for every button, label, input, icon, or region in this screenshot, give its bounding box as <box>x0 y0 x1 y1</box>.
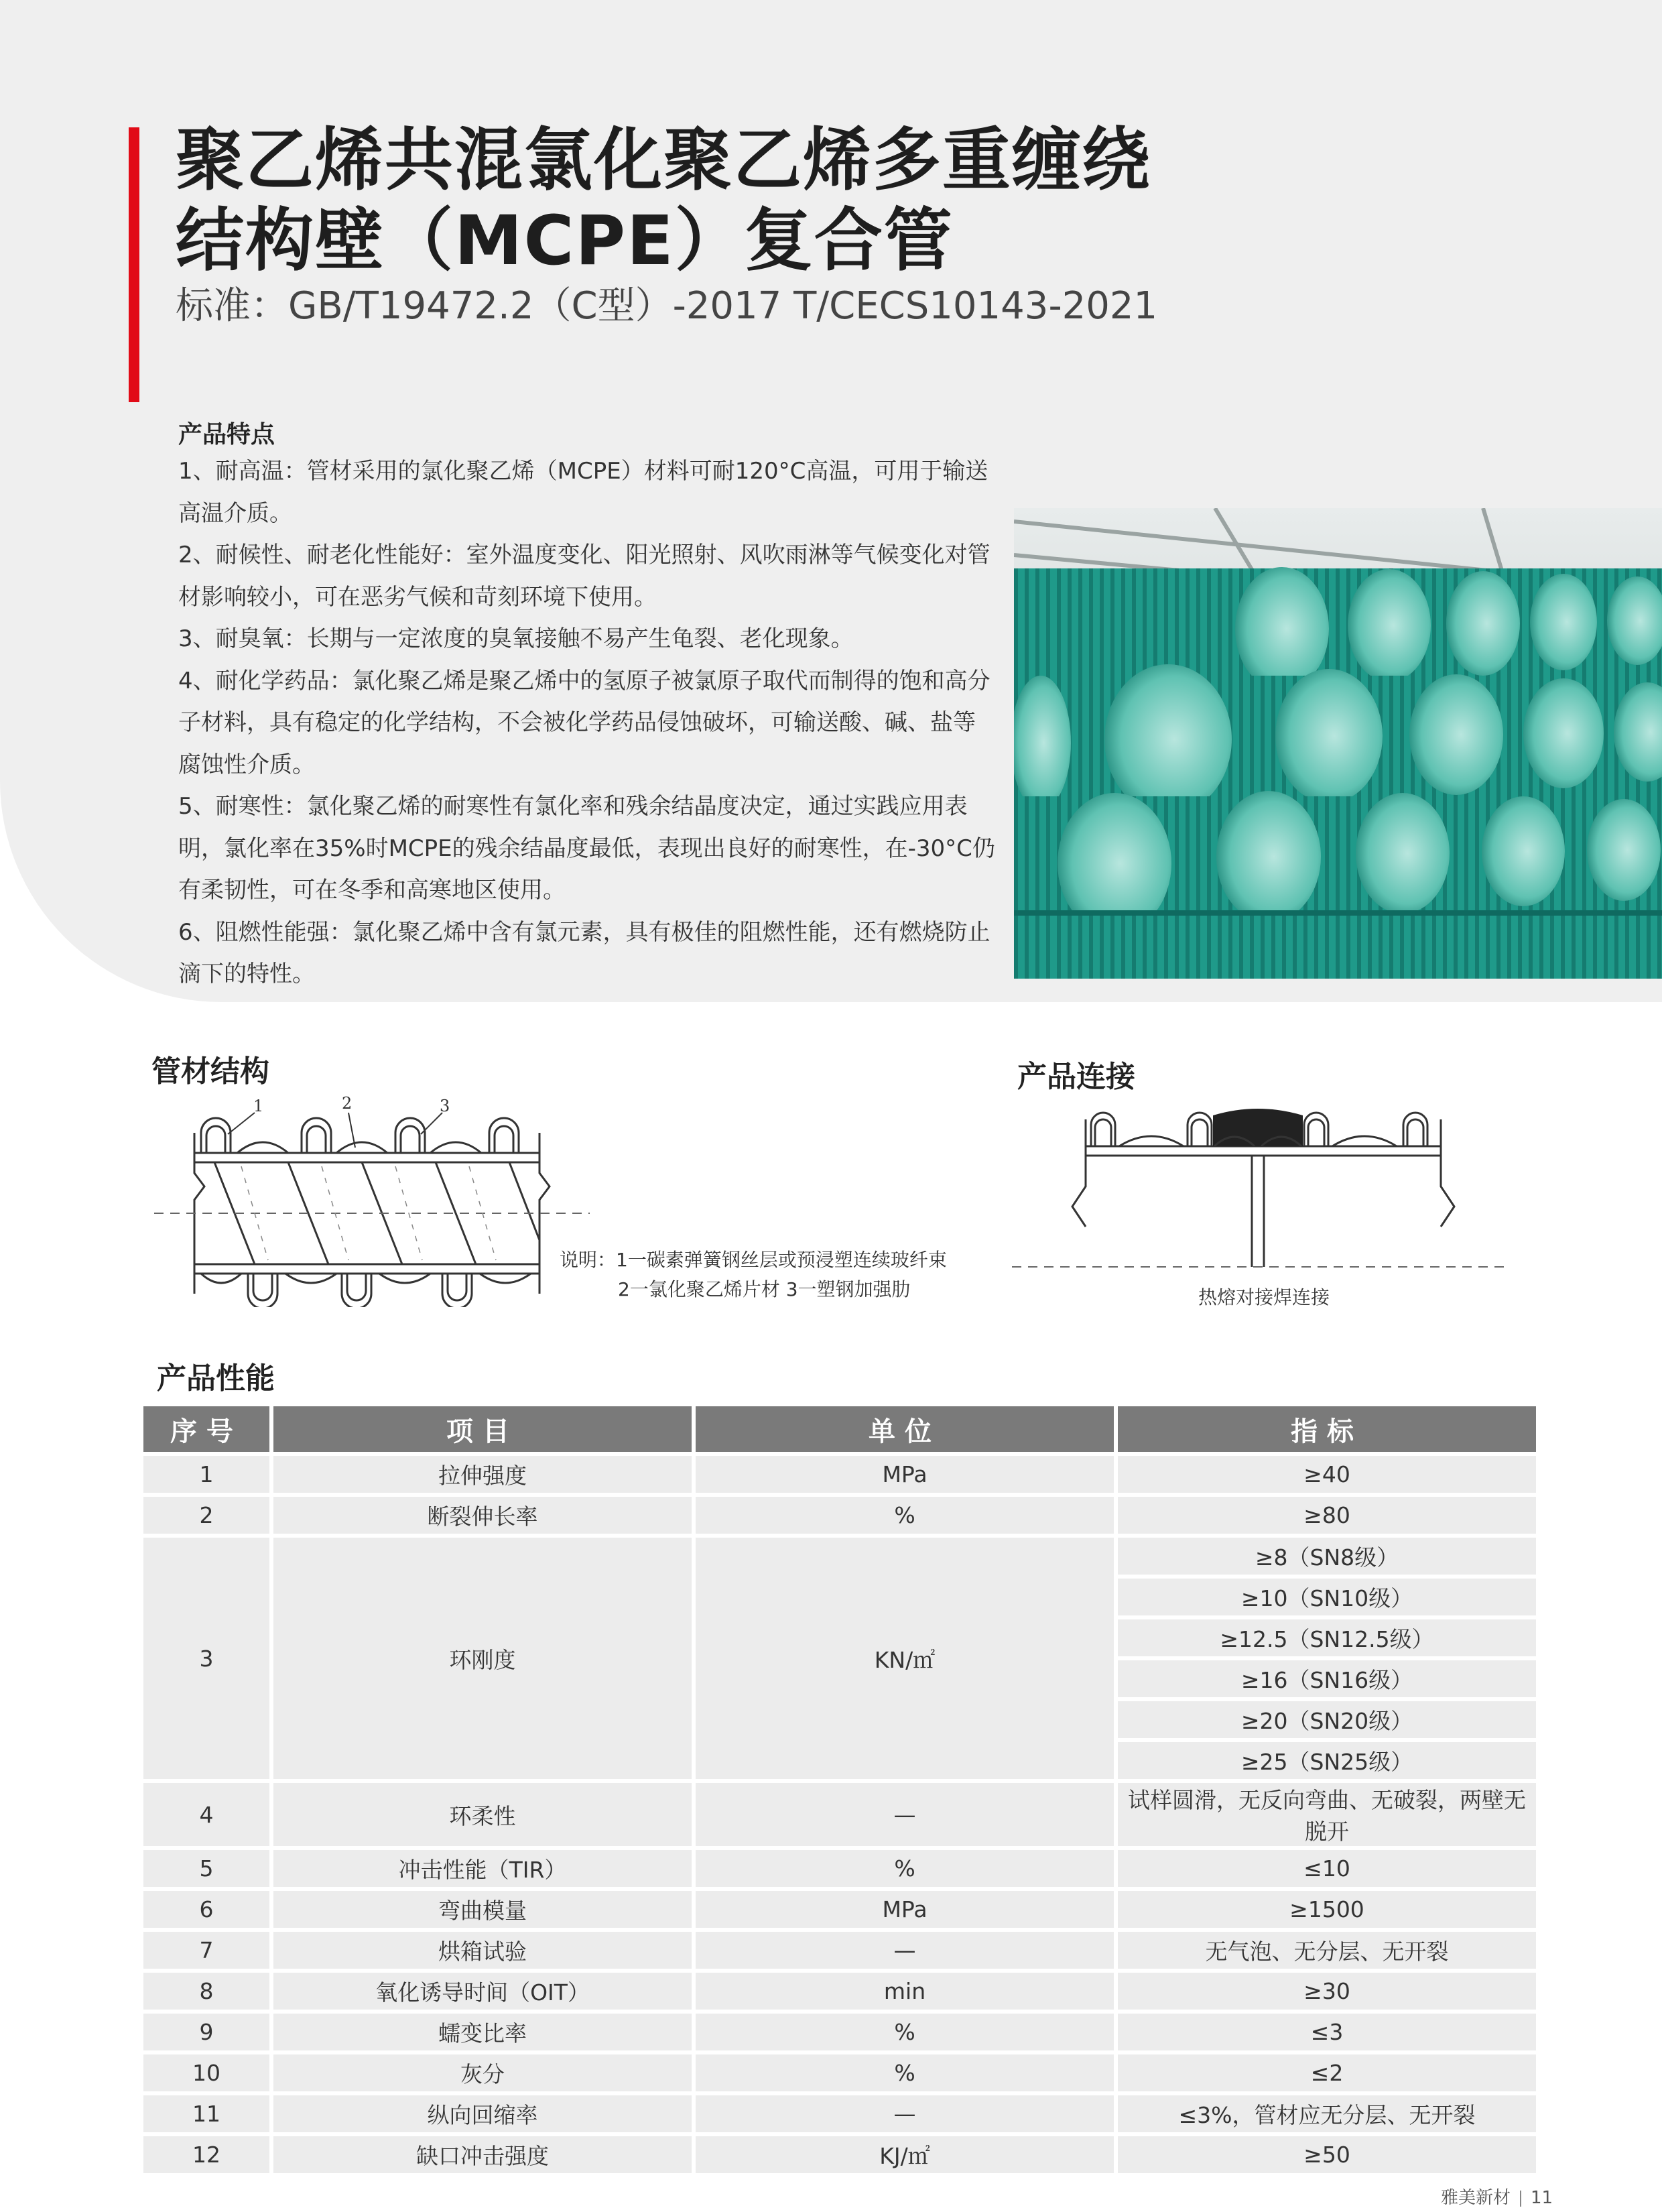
header-item: 项目 <box>273 1406 692 1452</box>
cell-item: 断裂伸长率 <box>273 1497 692 1534</box>
structure-heading: 管材结构 <box>151 1054 269 1089</box>
footer-brand: 雅美新材 <box>1441 2188 1511 2208</box>
structure-label-1: 1 <box>253 1097 264 1115</box>
cell-spec: ≥80 <box>1118 1497 1536 1534</box>
table-row <box>143 2136 1536 2173</box>
cell-item: 氧化诱导时间（OIT） <box>273 1973 692 2010</box>
feature-item: 1、耐高温：管材采用的氯化聚乙烯（MCPE）材料可耐120°C高温，可用于输送高温介质。 <box>178 458 988 527</box>
cell-item: 蠕变比率 <box>273 2014 692 2050</box>
cell-no: 8 <box>143 1973 269 2010</box>
header-no: 序号 <box>143 1406 269 1452</box>
cell-spec: 无气泡、无分层、无开裂 <box>1118 1932 1536 1969</box>
cell-unit: MPa <box>696 1891 1114 1928</box>
standard-text: 标准：GB/T19472.2（C型）-2017 T/CECS10143-2021 <box>176 284 1158 328</box>
cell-spec: ≥8（SN8级） <box>1118 1538 1536 1575</box>
cell-unit: % <box>696 1497 1114 1534</box>
feature-item: 4、耐化学药品：氯化聚乙烯是聚乙烯中的氢原子被氯原子取代而制得的饱和高分子材料，具有稳定的化学结构，不会被化学药品侵蚀破坏，可输送酸、碱、盐等腐蚀性介质。 <box>178 667 990 778</box>
cell-unit: % <box>696 1850 1114 1887</box>
features-heading: 产品特点 <box>178 421 275 448</box>
structure-note-line-1: 说明：1一碳素弹簧钢丝层或预浸塑连续玻纤束 <box>560 1249 947 1271</box>
table-row <box>143 2014 1536 2050</box>
cell-item: 环柔性 <box>273 1783 692 1846</box>
feature-item: 3、耐臭氧：长期与一定浓度的臭氧接触不易产生龟裂、老化现象。 <box>178 625 854 652</box>
cell-unit: — <box>696 1783 1114 1846</box>
table-row <box>143 1538 1536 1575</box>
cell-unit: KN/㎡ <box>696 1538 1114 1779</box>
connection-caption: 热熔对接焊连接 <box>1198 1286 1330 1308</box>
cell-item: 环刚度 <box>273 1538 692 1779</box>
cell-spec: ≥30 <box>1118 1973 1536 2010</box>
cell-item: 灰分 <box>273 2054 692 2091</box>
feature-item: 6、阻燃性能强：氯化聚乙烯中含有氯元素，具有极佳的阻燃性能，还有燃烧防止滴下的特性。 <box>178 918 990 987</box>
cell-unit: — <box>696 1932 1114 1969</box>
cell-no: 1 <box>143 1456 269 1493</box>
header-spec: 指标 <box>1118 1406 1536 1452</box>
cell-spec: ≥16（SN16级） <box>1118 1660 1536 1697</box>
cell-spec: ≥20（SN20级） <box>1118 1701 1536 1738</box>
cell-no: 11 <box>143 2095 269 2132</box>
page-title <box>176 121 1151 282</box>
table-row <box>143 1497 1536 1534</box>
features-list <box>178 450 996 995</box>
table-row <box>143 1891 1536 1928</box>
cell-spec: 试样圆滑，无反向弯曲、无破裂，两壁无脱开 <box>1118 1783 1536 1846</box>
cell-item: 纵向回缩率 <box>273 2095 692 2132</box>
cell-spec: ≥12.5（SN12.5级） <box>1118 1619 1536 1656</box>
cell-item: 弯曲模量 <box>273 1891 692 1928</box>
cell-spec: ≥25（SN25级） <box>1118 1742 1536 1779</box>
weld-band <box>1213 1109 1303 1146</box>
table-row <box>143 2095 1536 2132</box>
cell-no: 9 <box>143 2014 269 2050</box>
table-row <box>143 1783 1536 1846</box>
title-line-1: 聚乙烯共混氯化聚乙烯多重缠绕 <box>176 121 1151 200</box>
cell-item: 拉伸强度 <box>273 1456 692 1493</box>
cell-spec: ≤3 <box>1118 2014 1536 2050</box>
footer-divider <box>1520 2191 1521 2207</box>
performance-heading: 产品性能 <box>157 1361 275 1396</box>
cell-no: 4 <box>143 1783 269 1846</box>
cell-spec: ≥50 <box>1118 2136 1536 2173</box>
feature-item: 5、耐寒性：氯化聚乙烯的耐寒性有氯化率和残余结晶度决定，通过实践应用表明，氯化率在35%时MCPE的残余结晶度最低，表现出良好的耐寒性，在-30°C仍有柔韧性，可在冬季和高寒地区使用。 <box>178 793 995 904</box>
cell-unit: KJ/㎡ <box>696 2136 1114 2173</box>
cell-unit: — <box>696 2095 1114 2132</box>
cell-no: 5 <box>143 1850 269 1887</box>
table-header-row <box>143 1406 1536 1452</box>
table-row <box>143 1456 1536 1493</box>
cell-spec: ≥40 <box>1118 1456 1536 1493</box>
structure-note-line-2: 2一氯化聚乙烯片材 3一塑钢加强肋 <box>618 1278 911 1300</box>
cell-spec: ≥1500 <box>1118 1891 1536 1928</box>
cell-unit: min <box>696 1973 1114 2010</box>
pipes-photo-illustration <box>1014 508 1662 979</box>
cell-no: 10 <box>143 2054 269 2091</box>
cell-unit: % <box>696 2054 1114 2091</box>
cell-no: 2 <box>143 1497 269 1534</box>
header-unit: 单位 <box>696 1406 1114 1452</box>
structure-label-2: 2 <box>342 1094 353 1113</box>
product-photo <box>1014 508 1662 979</box>
structure-label-3: 3 <box>440 1097 450 1115</box>
cell-spec: ≤10 <box>1118 1850 1536 1887</box>
table-row <box>143 1850 1536 1887</box>
cell-spec: ≤3%，管材应无分层、无开裂 <box>1118 2095 1536 2132</box>
table-row <box>143 2054 1536 2091</box>
structure-note <box>560 1245 947 1304</box>
table-row <box>143 1932 1536 1969</box>
cell-no: 3 <box>143 1538 269 1779</box>
cell-unit: % <box>696 2014 1114 2050</box>
cell-spec: ≥10（SN10级） <box>1118 1579 1536 1615</box>
connection-heading: 产品连接 <box>1017 1060 1135 1094</box>
cell-item: 冲击性能（TIR） <box>273 1850 692 1887</box>
accent-bar <box>129 127 139 402</box>
cell-no: 12 <box>143 2136 269 2173</box>
page-number: 11 <box>1531 2188 1553 2208</box>
cell-no: 7 <box>143 1932 269 1969</box>
connection-diagram <box>1012 1099 1508 1274</box>
cell-item: 烘箱试验 <box>273 1932 692 1969</box>
feature-item: 2、耐候性、耐老化性能好：室外温度变化、阳光照射、风吹雨淋等气候变化对管材影响较小，可在恶劣气候和苛刻环境下使用。 <box>178 542 990 611</box>
cell-item: 缺口冲击强度 <box>273 2136 692 2173</box>
cell-unit: MPa <box>696 1456 1114 1493</box>
performance-table <box>139 1402 1540 2177</box>
page-footer <box>1441 2184 1553 2209</box>
title-line-2: 结构壁（MCPE）复合管 <box>176 201 954 281</box>
table-row <box>143 1973 1536 2010</box>
cell-spec: ≤2 <box>1118 2054 1536 2091</box>
pipe-structure-diagram <box>154 1093 590 1307</box>
cell-no: 6 <box>143 1891 269 1928</box>
